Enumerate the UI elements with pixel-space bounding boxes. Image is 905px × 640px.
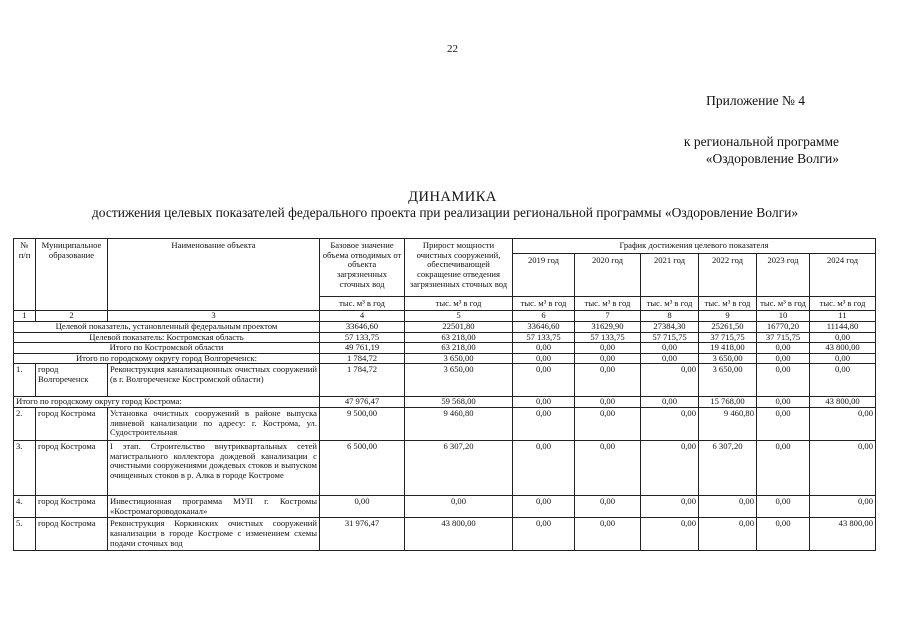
- header-growth: Прирост мощности очистных сооружений, обеспечивающей сокращение отведения загрязненных сточных вод: [405, 239, 513, 297]
- table-cell: 57 133,75: [513, 332, 575, 343]
- column-number: 3: [108, 311, 320, 322]
- table-cell: 0,00: [575, 441, 641, 496]
- table-cell: 9 460,80: [699, 408, 757, 441]
- summary-label: Целевой показатель, установленный федеральным проектом: [14, 321, 320, 332]
- table-cell: 0,00: [575, 496, 641, 518]
- table-cell: 22501,80: [405, 321, 513, 332]
- table-cell: 25261,50: [699, 321, 757, 332]
- document-title: ДИНАМИКА: [408, 189, 497, 205]
- table-cell: 0,00: [575, 408, 641, 441]
- table-cell: 0,00: [513, 343, 575, 354]
- row-municipality: город Кострома: [36, 441, 108, 496]
- header-year: 2023 год: [757, 253, 810, 296]
- indicators-table: [13, 238, 876, 551]
- table-cell: 0,00: [810, 441, 876, 496]
- column-number: 2: [36, 311, 108, 322]
- summary-label: Целевой показатель: Костромская область: [14, 332, 320, 343]
- header-unit: тыс. м³ в год: [405, 296, 513, 311]
- table-cell: 3 650,00: [405, 353, 513, 364]
- table-cell: 0,00: [513, 353, 575, 364]
- column-number: 7: [575, 311, 641, 322]
- table-cell: 43 800,00: [810, 518, 876, 551]
- row-num: 3.: [14, 441, 36, 496]
- table-row: [14, 408, 876, 441]
- table-cell: 0,00: [757, 364, 810, 397]
- header-year: 2021 год: [641, 253, 699, 296]
- table-cell: 0,00: [320, 496, 405, 518]
- summary-row: [14, 397, 876, 408]
- table-cell: 37 715,75: [699, 332, 757, 343]
- table-cell: 1 784,72: [320, 353, 405, 364]
- table-cell: 6 307,20: [405, 441, 513, 496]
- header-municipality: Муниципальное образование: [36, 239, 108, 311]
- column-number: 4: [320, 311, 405, 322]
- column-number: 10: [757, 311, 810, 322]
- table-cell: 33646,60: [320, 321, 405, 332]
- header-year: 2024 год: [810, 253, 876, 296]
- table-cell: 63 218,00: [405, 332, 513, 343]
- summary-label: Итого по городскому округу город Волгореченск:: [14, 353, 320, 364]
- table-cell: 0,00: [757, 441, 810, 496]
- summary-row: [14, 353, 876, 364]
- table-cell: 16770,20: [757, 321, 810, 332]
- table-cell: 0,00: [757, 343, 810, 354]
- table-cell: 0,00: [757, 408, 810, 441]
- table-cell: 1 784,72: [320, 364, 405, 397]
- table-cell: 6 307,20: [699, 441, 757, 496]
- header-schedule: График достижения целевого показателя: [513, 239, 876, 254]
- row-num: 2.: [14, 408, 36, 441]
- table-cell: 0,00: [575, 353, 641, 364]
- table-cell: 0,00: [575, 364, 641, 397]
- row-municipality: город Кострома: [36, 496, 108, 518]
- table-cell: 0,00: [513, 408, 575, 441]
- header-unit: тыс. м³ в год: [513, 296, 575, 311]
- table-cell: 0,00: [810, 364, 876, 397]
- table-cell: 9 460,80: [405, 408, 513, 441]
- table-cell: 0,00: [699, 518, 757, 551]
- row-num: 4.: [14, 496, 36, 518]
- header-num: № п/п: [14, 239, 36, 311]
- header-unit: тыс. м³ в год: [810, 296, 876, 311]
- table-header-row: [14, 239, 876, 254]
- table-cell: 11144,80: [810, 321, 876, 332]
- header-base: Базовое значение объема отводимых от объекта загрязненных сточных вод: [320, 239, 405, 297]
- table-cell: 0,00: [810, 496, 876, 518]
- table-cell: 0,00: [641, 496, 699, 518]
- table-cell: 0,00: [810, 353, 876, 364]
- table-cell: 19 418,00: [699, 343, 757, 354]
- table-cell: 57 715,75: [641, 332, 699, 343]
- program-reference-line1: к региональной программе: [683, 134, 839, 149]
- column-number: 1: [14, 311, 36, 322]
- document-subtitle: достижения целевых показателей федерального проекта при реализации региональной программы «Оздоровление Волги»: [91, 205, 799, 220]
- table-cell: 43 800,00: [405, 518, 513, 551]
- table-cell: 0,00: [757, 496, 810, 518]
- header-year: 2022 год: [699, 253, 757, 296]
- table-cell: 0,00: [575, 397, 641, 408]
- row-municipality: город Волгореченск: [36, 364, 108, 397]
- row-object: I этап. Строительство внутриквартальных сетей магистрального коллектора дождевой канализации с очистными сооружениями дождевых стоков и выпуском очищенных стоков в р. Алка в городе Костроме: [108, 441, 320, 496]
- table-cell: 31 976,47: [320, 518, 405, 551]
- table-cell: 0,00: [513, 397, 575, 408]
- row-num: 1.: [14, 364, 36, 397]
- table-cell: 0,00: [699, 496, 757, 518]
- table-cell: 3 650,00: [699, 353, 757, 364]
- table-cell: 0,00: [757, 397, 810, 408]
- table-cell: 9 500,00: [320, 408, 405, 441]
- table-cell: 3 650,00: [699, 364, 757, 397]
- table-cell: 0,00: [810, 408, 876, 441]
- table-cell: 47 976,47: [320, 397, 405, 408]
- column-number: 6: [513, 311, 575, 322]
- table-cell: 0,00: [575, 518, 641, 551]
- summary-row: [14, 343, 876, 354]
- summary-label: Итого по Костромской области: [14, 343, 320, 354]
- table-cell: 15 768,00: [699, 397, 757, 408]
- table-row: [14, 441, 876, 496]
- header-unit: тыс. м³ в год: [575, 296, 641, 311]
- header-unit: тыс. м³ в год: [641, 296, 699, 311]
- page-number: 22: [447, 43, 458, 55]
- column-number: 8: [641, 311, 699, 322]
- table-cell: 49 761,19: [320, 343, 405, 354]
- table-cell: 31629,90: [575, 321, 641, 332]
- summary-row: [14, 321, 876, 332]
- table-cell: 27384,30: [641, 321, 699, 332]
- row-object: Реконструкция Коркинских очистных сооружений канализации в городе Костроме с изменением схемы подачи сточных вод: [108, 518, 320, 551]
- table-cell: 3 650,00: [405, 364, 513, 397]
- table-cell: 0,00: [641, 518, 699, 551]
- program-reference-line2: «Оздоровление Волги»: [705, 151, 839, 166]
- table-cell: 33646,60: [513, 321, 575, 332]
- appendix-label: Приложение № 4: [706, 93, 805, 108]
- table-cell: 0,00: [641, 343, 699, 354]
- summary-label: Итого по городскому округу город Кострома:: [14, 397, 320, 408]
- column-number-row: [14, 311, 876, 322]
- row-num: 5.: [14, 518, 36, 551]
- table-row: [14, 496, 876, 518]
- table-cell: 0,00: [757, 353, 810, 364]
- table-cell: 59 568,00: [405, 397, 513, 408]
- table-cell: 43 800,00: [810, 343, 876, 354]
- table-cell: 43 800,00: [810, 397, 876, 408]
- table-cell: 6 500,00: [320, 441, 405, 496]
- header-year: 2019 год: [513, 253, 575, 296]
- header-object: Наименование объекта: [108, 239, 320, 311]
- table-cell: 0,00: [513, 364, 575, 397]
- table-cell: 0,00: [641, 441, 699, 496]
- column-number: 5: [405, 311, 513, 322]
- table-cell: 0,00: [757, 518, 810, 551]
- column-number: 11: [810, 311, 876, 322]
- header-year: 2020 год: [575, 253, 641, 296]
- table-cell: 0,00: [641, 408, 699, 441]
- table-cell: 37 715,75: [757, 332, 810, 343]
- table-cell: 0,00: [513, 496, 575, 518]
- column-number: 9: [699, 311, 757, 322]
- table-cell: 63 218,00: [405, 343, 513, 354]
- header-unit: тыс. м³ в год: [699, 296, 757, 311]
- table-row: [14, 364, 876, 397]
- table-cell: 0,00: [513, 441, 575, 496]
- row-municipality: город Кострома: [36, 408, 108, 441]
- table-cell: 0,00: [810, 332, 876, 343]
- row-object: Реконструкция канализационных очистных сооружений (в г. Волгореченске Костромской области): [108, 364, 320, 397]
- table-cell: 0,00: [641, 364, 699, 397]
- header-unit: тыс. м³ в год: [320, 296, 405, 311]
- table-cell: 0,00: [513, 518, 575, 551]
- summary-row: [14, 332, 876, 343]
- table-cell: 0,00: [405, 496, 513, 518]
- row-municipality: город Кострома: [36, 518, 108, 551]
- table-cell: 0,00: [575, 343, 641, 354]
- table-cell: 0,00: [641, 353, 699, 364]
- row-object: Инвестиционная программа МУП г. Костромы «Костромагороводоканал»: [108, 496, 320, 518]
- table-cell: 57 133,75: [575, 332, 641, 343]
- row-object: Установка очистных сооружений в районе выпуска ливневой канализации по адресу: г. Кострома, ул. Судостроительная: [108, 408, 320, 441]
- header-unit: тыс. м³ в год: [757, 296, 810, 311]
- table-row: [14, 518, 876, 551]
- table-cell: 57 133,75: [320, 332, 405, 343]
- table-cell: 0,00: [641, 397, 699, 408]
